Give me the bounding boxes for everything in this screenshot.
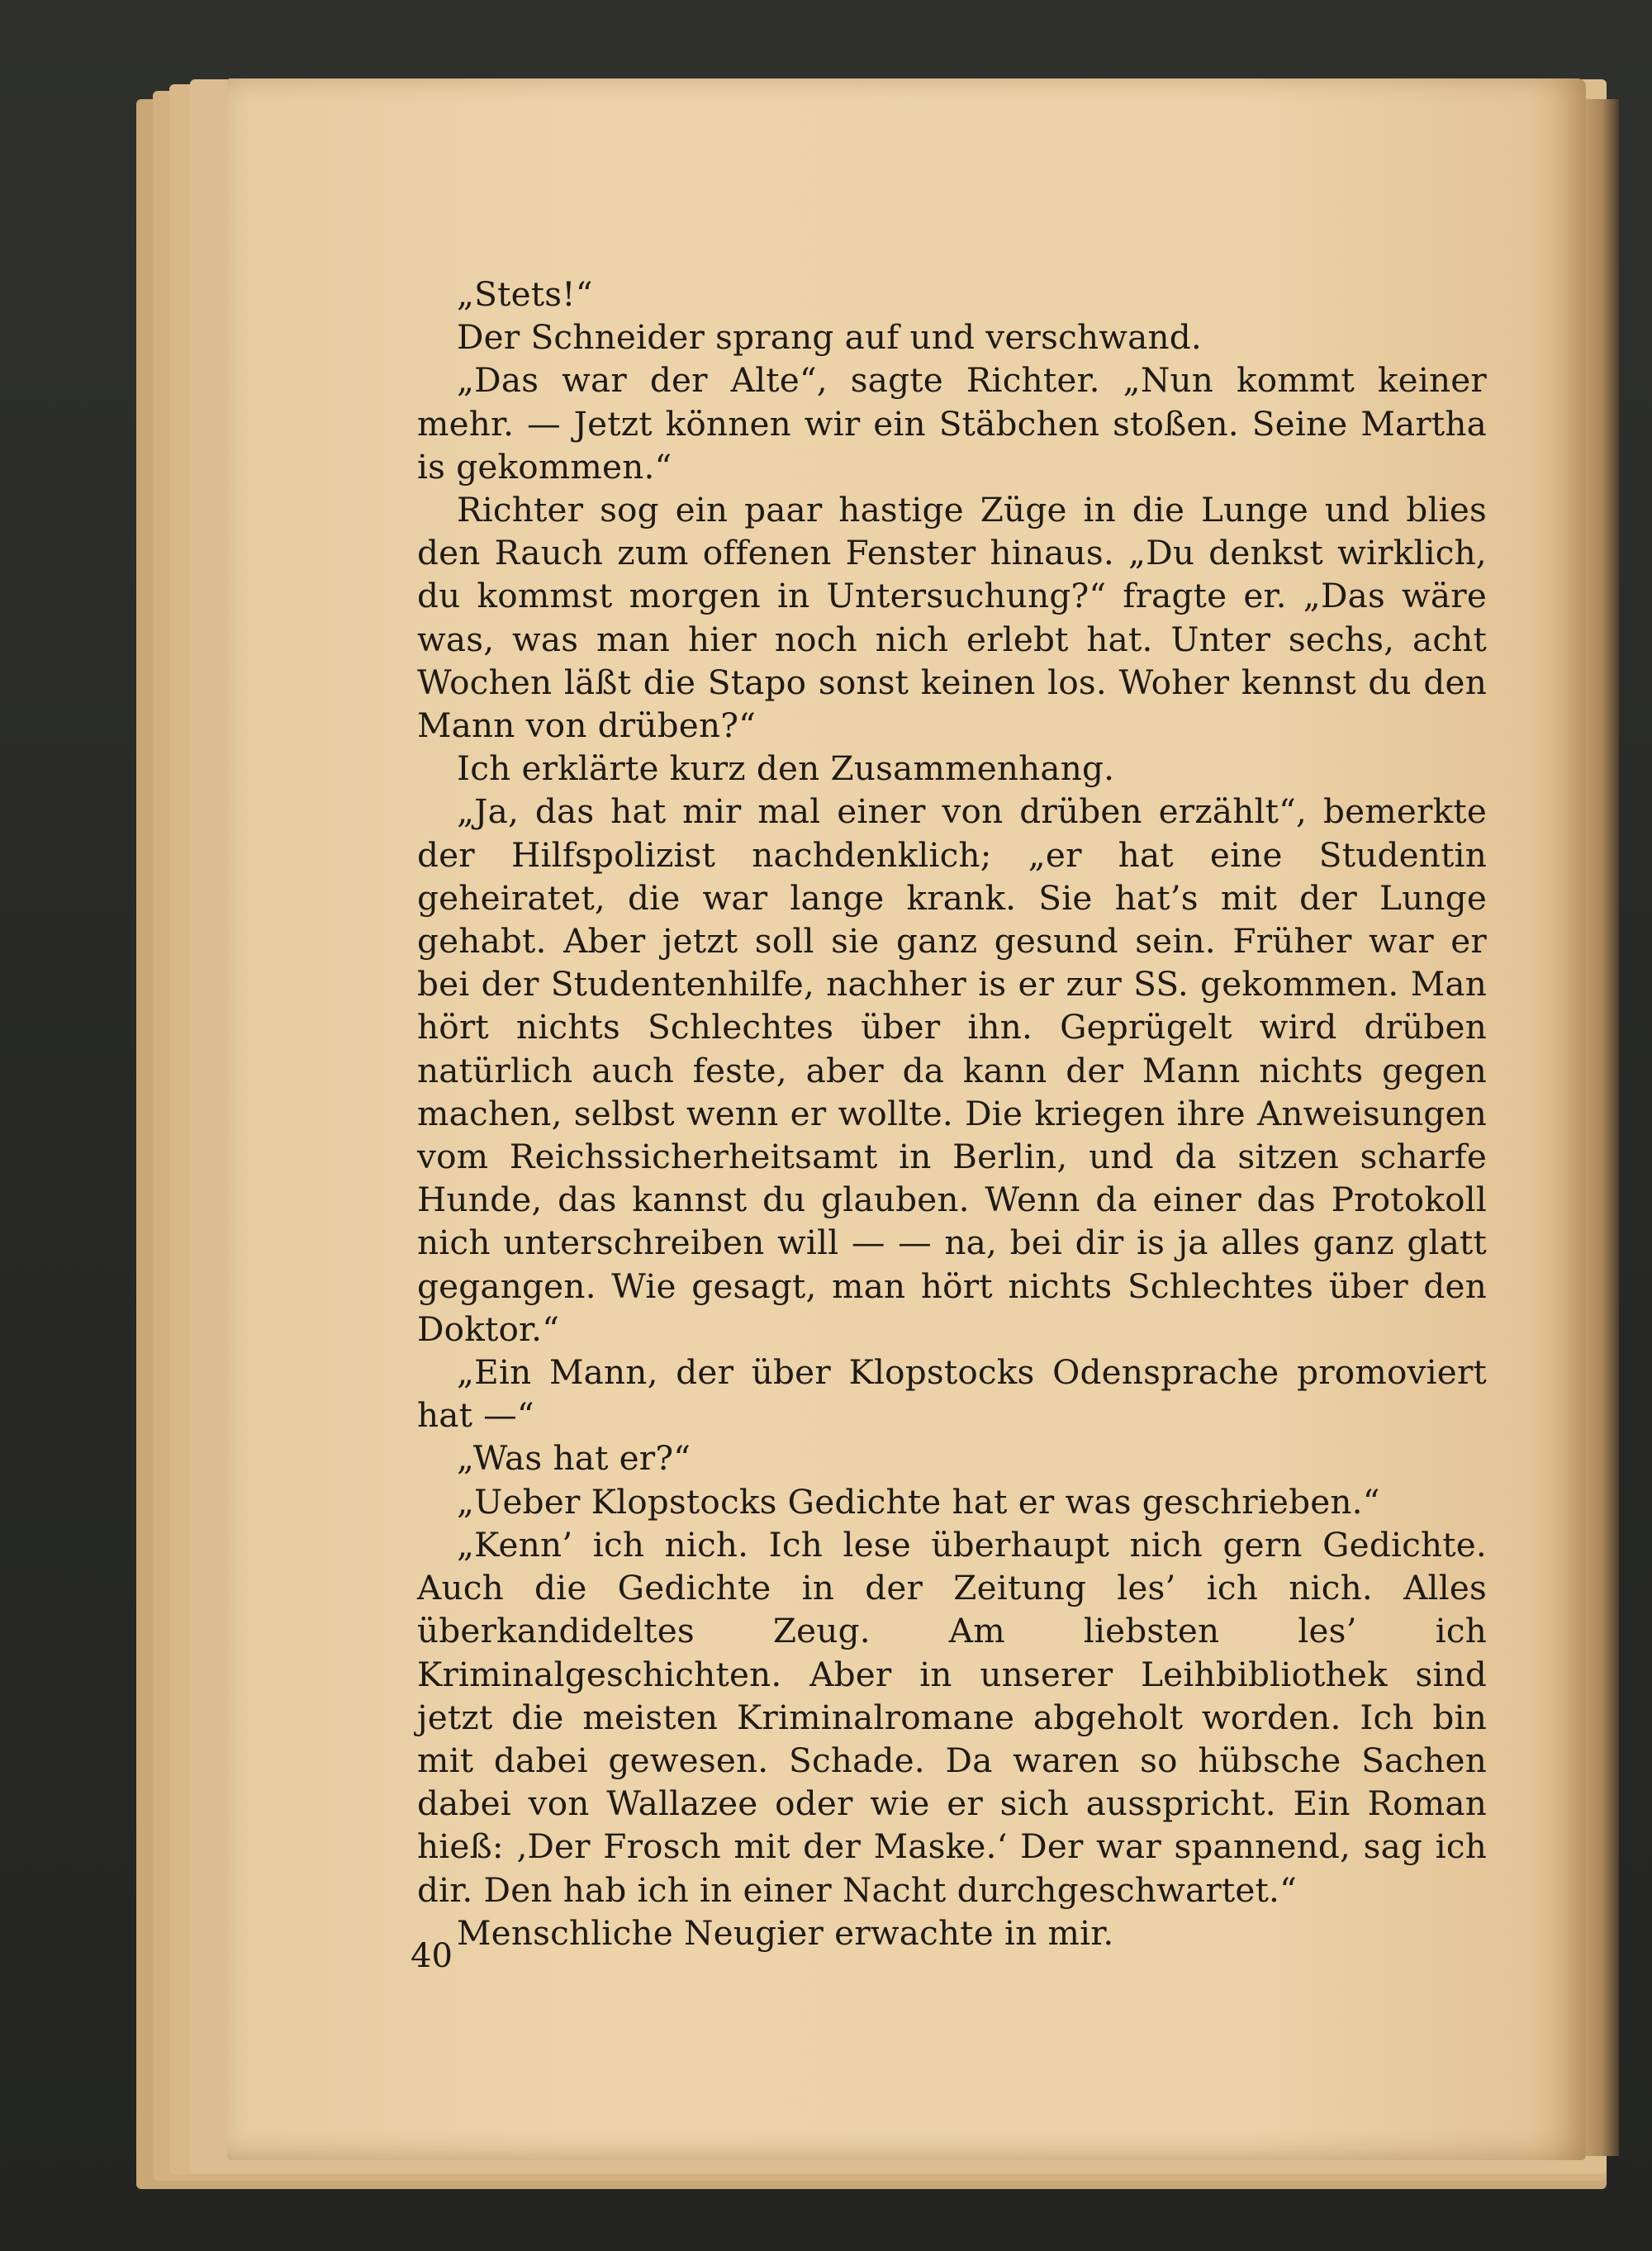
paragraph: Menschliche Neugier erwachte in mir.	[457, 1912, 1114, 1953]
page-number: 40	[411, 1937, 453, 1975]
paragraph: „Kenn’ ich nich. Ich lese überhaupt nich gern Gedichte. Auch die Gedichte in der Zeitung les’ ich nich. Alles überkandideltes Zeug. Am liebsten les’ ich Kriminalgeschichten. Aber in unserer Leihbibliothek sind jetzt die meisten Kriminalromane abgeholt worden. Ich bin mit dabei gewesen. Schade. Da waren so hübsche Sachen dabei von Wallazee oder wie er sich ausspricht. Ein Roman hieß: ‚Der Frosch mit der Maske.‘ Der war spannend, sag ich dir. Den hab ich in einer Nacht durchgeschwartet.“	[417, 1524, 1487, 1910]
paragraph: Ich erklärte kurz den Zusammenhang.	[457, 748, 1115, 789]
paragraph: Richter sog ein paar hastige Züge in die Lunge und blies den Rauch zum offenen Fenster hinaus. „Du denkst wirklich, du kommst morgen in Untersuchung?“ fragte er. „Das wäre was, was man hier noch nich erlebt hat. Unter sechs, acht Wochen läßt die Stapo sonst keinen los. Woher kennst du den Mann von drüben?“	[417, 490, 1487, 746]
paragraph: „Ein Mann, der über Klopstocks Odensprache promoviert hat —“	[417, 1352, 1487, 1436]
paragraph: „Ueber Klopstocks Gedichte hat er was geschrieben.“	[457, 1481, 1380, 1522]
paragraph: „Das war der Alte“, sagte Richter. „Nun kommt keiner mehr. — Jetzt können wir ein Stäbchen stoßen. Seine Martha is gekommen.“	[417, 360, 1487, 487]
paragraph: „Stets!“	[457, 274, 593, 314]
paragraph: Der Schneider sprang auf und verschwand.	[457, 317, 1202, 358]
paragraph: „Was hat er?“	[457, 1438, 691, 1479]
page-body-text	[417, 273, 1487, 1954]
paragraph: „Ja, das hat mir mal einer von drüben erzählt“, bemerkte der Hilfspolizist nachdenklich; „er hat eine Studentin geheiratet, die war lange krank. Sie hat’s mit der Lunge gehabt. Aber jetzt soll sie ganz gesund sein. Früher war er bei der Studentenhilfe, nachher is er zur SS. gekommen. Man hört nichts Schlechtes über ihn. Geprügelt wird drüben natürlich auch feste, aber da kann der Mann nichts gegen machen, selbst wenn er wollte. Die kriegen ihre Anweisungen vom Reichssicherheitsamt in Berlin, und da sitzen scharfe Hunde, das kannst du glauben. Wenn da einer das Protokoll nich unterschreiben will — — na, bei dir is ja alles ganz glatt gegangen. Wie gesagt, man hört nichts Schlechtes über den Doktor.“	[417, 791, 1487, 1349]
